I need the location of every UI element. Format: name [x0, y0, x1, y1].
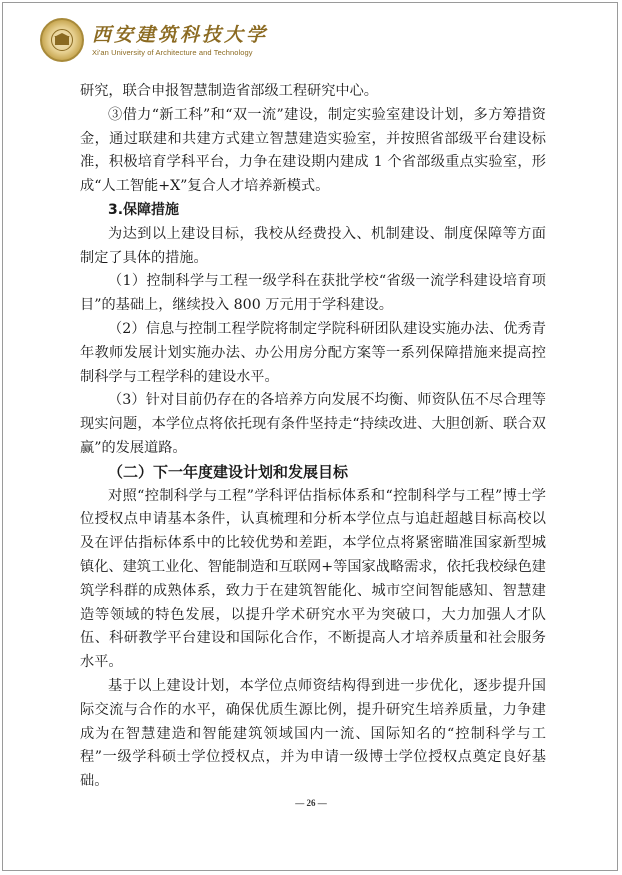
paragraph-5: （2）信息与控制工程学院将制定学院科研团队建设实施办法、优秀青年教师发展计划实施办法、办公用房分配方案等一系列保障措施来提高控制科学与工程学科的建设水平。	[80, 320, 546, 385]
university-brand	[92, 24, 268, 57]
paragraph-1: 研究，联合申报智慧制造省部级工程研究中心。	[80, 83, 378, 99]
section-heading-next-year-plan: （二）下一年度建设计划和发展目标	[108, 462, 349, 481]
paragraph-7: 对照“控制科学与工程”学科评估指标体系和“控制科学与工程”博士学位授权点申请基本条件，认真梳理和分析本学位点与追赶超越目标高校以及在评估指标体系中的比较优势和差距，本学位点将紧密瞄准国家新型城镇化、建筑工业化、智能制造和互联网+等国家战略需求，依托我校绿色建筑学科群的成熟体系，致力于在建筑智能化、城市空间智能感知、智慧建造等领域的特色发展，以提升学术研究水平为突破口，大力加强人才队伍、科研教学平台建设和国际化合作，不断提高人才培养质量和社会服务水平。	[80, 487, 546, 671]
university-name-cn: 西安建筑科技大学	[92, 23, 269, 46]
paragraph-8: 基于以上建设计划，本学位点师资结构得到进一步优化，逐步提升国际交流与合作的水平，确保优质生源比例，提升研究生培养质量，力争建成为在智慧建造和智能建筑领域国内一流、国际知名的“控制科学与工程”一级学科硕士学位授权点，并为申请一级博士学位授权点奠定良好基础。	[80, 677, 546, 790]
document-body	[80, 80, 546, 794]
paragraph-3: 为达到以上建设目标，我校从经费投入、机制建设、制度保障等方面制定了具体的措施。	[80, 225, 546, 266]
university-name-en: Xi'an University of Architecture and Technology	[92, 47, 253, 57]
paragraph-2: ③借力“新工科”和“双一流”建设，制定实验室建设计划，多方筹措资金，通过联建和共建方式建立智慧建造实验室，并按照省部级平台建设标准，积极培育学科平台，力争在建设期内建成 1 个省部级重点实验室，形成“人工智能+X”复合人才培养新模式。	[80, 106, 546, 195]
page-number: — 26 —	[295, 798, 327, 808]
subheading-guarantee-measures: 3.保障措施	[108, 201, 180, 218]
paragraph-6: （3）针对目前仍存在的各培养方向发展不均衡、师资队伍不尽合理等现实问题，本学位点将依托现有条件坚持走“持续改进、大胆创新、联合双赢”的发展道路。	[80, 392, 546, 456]
university-logo-icon	[40, 18, 84, 62]
page-header	[40, 16, 268, 64]
paragraph-4: （1）控制科学与工程一级学科在获批学校“省级一流学科建设培育项目”的基础上，继续投入 800 万元用于学科建设。	[80, 273, 546, 314]
